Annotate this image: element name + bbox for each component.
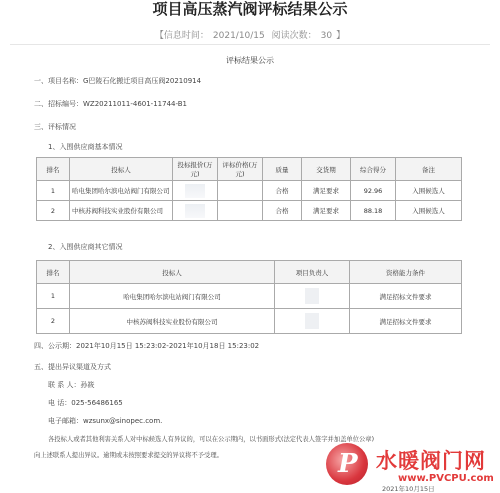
- cell-quality: 合格: [263, 201, 302, 221]
- views-label: 阅读次数：: [271, 31, 317, 41]
- phone-label: 电 话：: [48, 399, 72, 407]
- cell-remark: 入围候选人: [396, 201, 462, 221]
- contact-value: 孙筱: [80, 381, 95, 389]
- col-qualification: 资格能力条件: [350, 261, 462, 284]
- cell-bidder: 哈电集团哈尔滨电站阀门有限公司: [70, 284, 275, 309]
- cell-bid-price: [173, 181, 218, 201]
- watermark-logo: [326, 443, 368, 485]
- redacted-block: [305, 313, 319, 329]
- section-other-info: 2、入围供应商其它情况: [48, 243, 123, 251]
- redacted-block: [185, 184, 205, 198]
- basic-info-table: [36, 157, 462, 221]
- cell-eval-price: [218, 181, 263, 201]
- cell-rank: 1: [37, 181, 70, 201]
- divider: [10, 44, 490, 45]
- phone-line: [48, 398, 123, 408]
- meta-close: 】: [336, 31, 346, 41]
- phone-value: 025-56486165: [71, 399, 123, 407]
- section-basic-info: 1、入围供应商基本情况: [48, 143, 123, 151]
- cell-score: 88.18: [351, 201, 396, 221]
- page-title: 项目高压蒸汽阀评标结果公示: [152, 0, 348, 18]
- contact-label: 联 系 人：: [48, 381, 81, 389]
- cell-project-lead: [275, 309, 350, 334]
- col-bidder: 投标人: [70, 261, 275, 284]
- col-bidder: 投标人: [70, 158, 173, 181]
- cell-score: 92.96: [351, 181, 396, 201]
- cell-remark: 入围候选人: [396, 181, 462, 201]
- cell-delivery: 满足要求: [302, 201, 351, 221]
- section-objection: 五、提出异议渠道及方式: [34, 363, 111, 371]
- watermark-url: www.PVCPU.com: [398, 473, 494, 484]
- cell-rank: 1: [37, 284, 70, 309]
- col-bid-price: 投标报价(万元): [173, 158, 218, 181]
- cell-rank: 2: [37, 309, 70, 334]
- notice-line-2: 向上述联系人提出异议。逾期或未按照要求提交的异议将不予受理。: [34, 452, 223, 459]
- col-score: 综合得分: [351, 158, 396, 181]
- redacted-block: [185, 204, 205, 218]
- col-rank: 排名: [37, 158, 70, 181]
- table-row: [37, 181, 462, 201]
- col-remark: 备注: [396, 158, 462, 181]
- publicity-period: 四、公示期：2021年10月15日 15:23:02-2021年10月18日 15:23:02: [34, 342, 260, 350]
- table-row: [37, 201, 462, 221]
- info-time-value: 2021/10/15: [212, 31, 265, 41]
- doc-heading: 评标结果公示: [226, 56, 274, 65]
- bid-number: 二、招标编号：WZ20211011-4601-11744-B1: [34, 100, 188, 108]
- cell-rank: 2: [37, 201, 70, 221]
- table-header-row: [37, 158, 462, 181]
- cell-qualification: 满足招标文件要求: [350, 309, 462, 334]
- col-delivery: 交货期: [302, 158, 351, 181]
- cell-eval-price: [218, 201, 263, 221]
- document-date: 2021年10月15日: [382, 485, 435, 493]
- page-meta: [0, 28, 500, 41]
- cell-bidder: 中核苏阀科技实业股份有限公司: [70, 201, 173, 221]
- cell-delivery: 满足要求: [302, 181, 351, 201]
- col-quality: 质量: [263, 158, 302, 181]
- cell-qualification: 满足招标文件要求: [350, 284, 462, 309]
- watermark-logo-letter: P: [338, 449, 358, 479]
- table-header-row: [37, 261, 462, 284]
- cell-bid-price: [173, 201, 218, 221]
- contact-line: [48, 380, 94, 390]
- table-row: [37, 309, 462, 334]
- other-info-table: [36, 260, 462, 334]
- redacted-block: [305, 288, 319, 304]
- cell-bidder: 哈电集团哈尔滨电站阀门有限公司: [70, 181, 173, 201]
- section-evaluation: 三、评标情况: [34, 123, 76, 131]
- watermark-text: 水暖阀门网: [376, 449, 486, 473]
- cell-bidder: 中核苏阀科技实业股份有限公司: [70, 309, 275, 334]
- views-value: 30: [320, 31, 333, 41]
- project-name: 一、项目名称：G巴陵石化搬迁项目高压阀20210914: [34, 77, 202, 85]
- notice-line-1: 各投标人或者其他利害关系人对中标候选人有异议的，可以在公示期内，以书面形式(法定代表人签字并加盖单位公章): [48, 436, 375, 443]
- col-eval-price: 评标价格(万元): [218, 158, 263, 181]
- table-row: [37, 284, 462, 309]
- watermark: [326, 443, 496, 489]
- cell-quality: 合格: [263, 181, 302, 201]
- info-time-label: 【信息时间：: [154, 31, 209, 41]
- cell-project-lead: [275, 284, 350, 309]
- col-rank: 排名: [37, 261, 70, 284]
- email-value: wzsunx@sinopec.com.: [83, 417, 163, 425]
- email-label: 电子邮箱：: [48, 417, 83, 425]
- col-project-lead: 项目负责人: [275, 261, 350, 284]
- email-line: [48, 416, 162, 426]
